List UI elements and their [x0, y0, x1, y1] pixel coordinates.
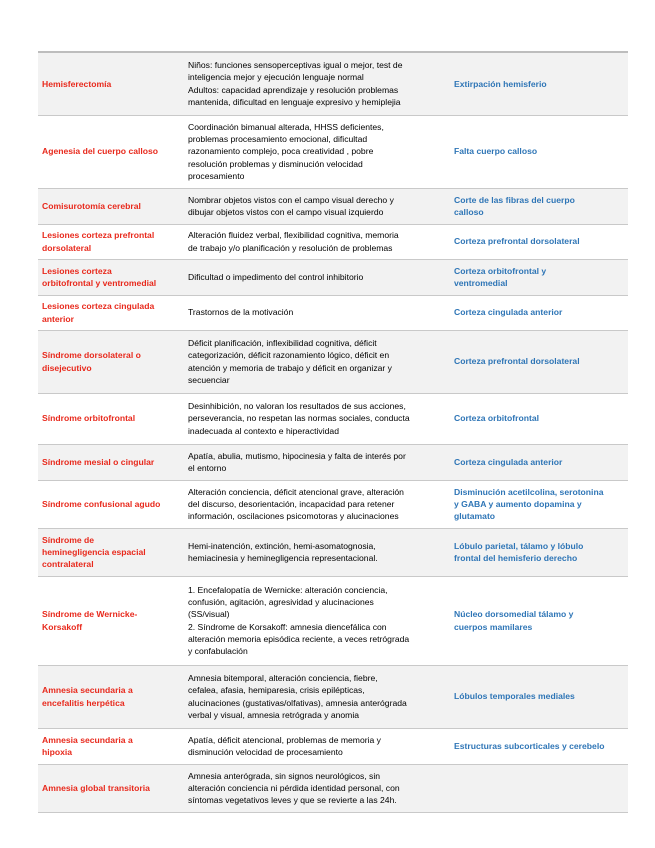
description-cell-line: Amnesia bitemporal, alteración conciencia, fiebre, [188, 672, 378, 683]
location-cell [450, 665, 628, 728]
location-cell [450, 224, 628, 259]
table-row [38, 444, 628, 480]
location-cell-line: Corteza orbitofrontal y [454, 265, 547, 276]
term-cell [38, 393, 184, 444]
term-cell [38, 330, 184, 393]
term-cell-line: Amnesia secundaria a [42, 685, 133, 696]
description-cell-line: hemiacinesia y heminegligencia representacional. [188, 553, 378, 563]
location-cell-line: cuerpos mamilares [454, 621, 533, 632]
location-cell-line: Corteza orbitofrontal [454, 413, 539, 424]
location-cell-line: Corteza prefrontal dorsolateral [454, 236, 580, 247]
location-cell [450, 259, 628, 295]
term-cell-line: Síndrome dorsolateral o [42, 350, 141, 361]
description-cell-line: Apatía, déficit atencional, problemas de memoria y [188, 734, 381, 745]
term-cell-line: dorsolateral [42, 242, 92, 253]
description-cell [184, 576, 450, 665]
location-cell-line: Corte de las fibras del cuerpo [454, 194, 575, 205]
description-cell-line: procesamiento [188, 170, 245, 181]
description-cell-line: disminución velocidad de procesamiento [188, 747, 343, 757]
description-cell-line: inteligencia mejor y ejecución lenguaje normal [188, 72, 364, 83]
table-row [38, 259, 628, 295]
term-cell [38, 188, 184, 224]
description-cell-line: 2. Síndrome de Korsakoff: amnesia diencefálica con [188, 621, 387, 632]
term-cell-line: disejecutivo [42, 362, 92, 373]
term-cell-line: Lesiones corteza cingulada [42, 301, 155, 312]
table-row [38, 480, 628, 528]
table-row [38, 295, 628, 330]
description-cell-line: confusión, agitación, agresividad y alucinaciones [188, 596, 374, 607]
term-cell [38, 259, 184, 295]
location-cell [450, 576, 628, 665]
location-cell [450, 764, 628, 812]
table-row [38, 576, 628, 665]
location-cell-line: Extirpación hemisferio [454, 78, 547, 89]
location-cell [450, 728, 628, 764]
term-cell-line: Síndrome de [42, 534, 95, 545]
term-cell-line: heminegligencia espacial [42, 546, 146, 557]
description-cell [184, 528, 450, 576]
table-row [38, 224, 628, 259]
description-cell [184, 764, 450, 812]
description-cell-line: síntomas vegetativos leves y que se revierte a las 24h. [188, 795, 397, 806]
description-cell-line: perseverancia, no respetan las normas sociales, conducta [188, 413, 410, 424]
term-cell [38, 52, 184, 115]
description-cell-line: Desinhibición, no valoran los resultados de sus acciones, [188, 401, 406, 412]
table-row [38, 665, 628, 728]
description-cell-line: alteración conciencia ni pérdida identidad personal, con [188, 782, 400, 793]
term-cell-line: anterior [42, 313, 74, 324]
location-cell [450, 528, 628, 576]
term-cell [38, 115, 184, 188]
description-cell [184, 393, 450, 444]
term-cell-line: Korsakoff [42, 621, 83, 632]
location-cell-line: Lóbulo parietal, tálamo y lóbulo [454, 540, 584, 551]
location-cell-line: frontal del hemisferio derecho [454, 553, 578, 563]
description-cell-line: información, oscilaciones psicomotoras y alucinaciones [188, 511, 399, 522]
description-cell-line: del discurso, desorientación, incapacidad para retener [188, 498, 395, 509]
location-cell-line: Corteza cingulada anterior [454, 307, 563, 318]
description-cell-line: Alteración conciencia, déficit atencional grave, alteración [188, 486, 404, 497]
description-cell-line: dibujar objetos vistos con el campo visual izquierdo [188, 207, 384, 217]
location-cell [450, 480, 628, 528]
term-cell-line: Agenesia del cuerpo calloso [42, 146, 159, 157]
description-cell [184, 444, 450, 480]
description-cell-line: Amnesia anterógrada, sin signos neurológicos, sin [188, 770, 381, 781]
description-cell-line: Trastornos de la motivación [188, 307, 294, 318]
location-cell [450, 444, 628, 480]
term-cell-line: Síndrome mesial o cingular [42, 456, 155, 467]
term-cell-line: Hemisferectomía [42, 78, 112, 89]
location-cell-line: Estructuras subcorticales y cerebelo [454, 740, 605, 751]
table-row [38, 52, 628, 115]
description-cell-line: Dificultad o impedimento del control inhibitorio [188, 271, 364, 282]
description-cell-line: de trabajo y/o planificación y resolución de problemas [188, 242, 393, 253]
table-row [38, 764, 628, 812]
description-cell [184, 480, 450, 528]
table-row [38, 115, 628, 188]
location-cell [450, 188, 628, 224]
description-cell-line: resolución problemas y disminución velocidad [188, 158, 363, 169]
description-cell-line: y confabulación [188, 646, 248, 657]
description-cell-line: Niños: funciones sensoperceptivas igual o mejor, test de [188, 60, 403, 71]
description-cell-line: el entorno [188, 463, 227, 473]
term-cell-line: contralateral [42, 559, 94, 570]
location-cell-line: glutamato [454, 511, 496, 522]
description-cell-line: alteración memoria episódica reciente, a veces retrógrada [188, 633, 410, 644]
description-cell-line: Déficit planificación, inflexibilidad cognitiva, déficit [188, 337, 377, 348]
table-row [38, 393, 628, 444]
table-row [38, 188, 628, 224]
term-cell-line: Lesiones corteza prefrontal [42, 230, 155, 241]
description-cell-line: alucinaciones (gustativas/olfativas), amnesia anterógrada [188, 697, 407, 708]
location-cell-line: Núcleo dorsomedial tálamo y [454, 609, 574, 620]
syndrome-table-body [38, 52, 628, 812]
term-cell [38, 444, 184, 480]
location-cell-line: Falta cuerpo calloso [454, 146, 538, 157]
term-cell [38, 576, 184, 665]
location-cell [450, 52, 628, 115]
location-cell-line: y GABA y aumento dopamina y [454, 498, 582, 509]
location-cell-line: Lóbulos temporales mediales [454, 691, 575, 702]
description-cell [184, 665, 450, 728]
description-cell-line: Adultos: capacidad aprendizaje y resolución problemas [188, 84, 399, 95]
description-cell-line: Alteración fluidez verbal, flexibilidad cognitiva, memoria [188, 230, 399, 241]
description-cell-line: Apatía, abulia, mutismo, hipocinesia y falta de interés por [188, 450, 406, 461]
term-cell-line: orbitofrontal y ventromedial [42, 278, 157, 288]
description-cell [184, 330, 450, 393]
description-cell [184, 188, 450, 224]
term-cell-line: Síndrome de Wernicke- [42, 609, 138, 620]
location-cell-line: ventromedial [454, 278, 508, 288]
term-cell [38, 480, 184, 528]
term-cell [38, 728, 184, 764]
description-cell-line: (SS/visual) [188, 609, 230, 620]
location-cell [450, 115, 628, 188]
term-cell [38, 665, 184, 728]
description-cell [184, 115, 450, 188]
location-cell [450, 393, 628, 444]
term-cell-line: encefalitis herpética [42, 697, 125, 708]
term-cell-line: Lesiones corteza [42, 265, 112, 276]
table-row [38, 330, 628, 393]
description-cell [184, 728, 450, 764]
term-cell-line: Amnesia secundaria a [42, 734, 133, 745]
term-cell-line: hipoxia [42, 747, 73, 757]
description-cell-line: razonamiento complejo, poca creatividad , pobre [188, 146, 374, 157]
location-cell-line: Corteza cingulada anterior [454, 456, 563, 467]
term-cell [38, 764, 184, 812]
term-cell [38, 528, 184, 576]
location-cell [450, 295, 628, 330]
description-cell-line: secuenciar [188, 374, 230, 385]
description-cell [184, 259, 450, 295]
term-cell [38, 224, 184, 259]
syndrome-table [38, 51, 628, 813]
description-cell-line: atención y memoria de trabajo y déficit en organizar y [188, 362, 392, 373]
description-cell [184, 52, 450, 115]
description-cell-line: mantenida, dificultad en lenguaje expresivo y hemiplejia [188, 97, 401, 108]
description-cell-line: categorización, déficit razonamiento lógico, déficit en [188, 350, 390, 361]
description-cell-line: Coordinación bimanual alterada, HHSS deficientes, [188, 121, 384, 132]
location-cell-line: calloso [454, 207, 484, 217]
term-cell-line: Síndrome confusional agudo [42, 498, 161, 509]
description-cell [184, 224, 450, 259]
location-cell-line: Corteza prefrontal dorsolateral [454, 356, 580, 367]
description-cell-line: 1. Encefalopatía de Wernicke: alteración conciencia, [188, 584, 388, 595]
description-cell-line: cefalea, afasia, hemiparesia, crisis epilépticas, [188, 685, 365, 696]
term-cell-line: Amnesia global transitoria [42, 782, 150, 793]
description-cell [184, 295, 450, 330]
description-cell-line: Hemi-inatención, extinción, hemi-asomatognosia, [188, 540, 376, 551]
description-cell-line: inadecuada al contexto e hiperactividad [188, 425, 339, 436]
term-cell [38, 295, 184, 330]
location-cell-line: Disminución acetilcolina, serotonina [454, 486, 604, 497]
description-cell-line: verbal y visual, amnesia retrógrada y anomia [188, 709, 360, 720]
term-cell-line: Síndrome orbitofrontal [42, 413, 136, 424]
table-row [38, 728, 628, 764]
table-row [38, 528, 628, 576]
description-cell-line: Nombrar objetos vistos con el campo visual derecho y [188, 194, 394, 205]
location-cell [450, 330, 628, 393]
description-cell-line: problemas procesamiento emocional, dificultad [188, 134, 368, 145]
term-cell-line: Comisurotomía cerebral [42, 200, 141, 211]
